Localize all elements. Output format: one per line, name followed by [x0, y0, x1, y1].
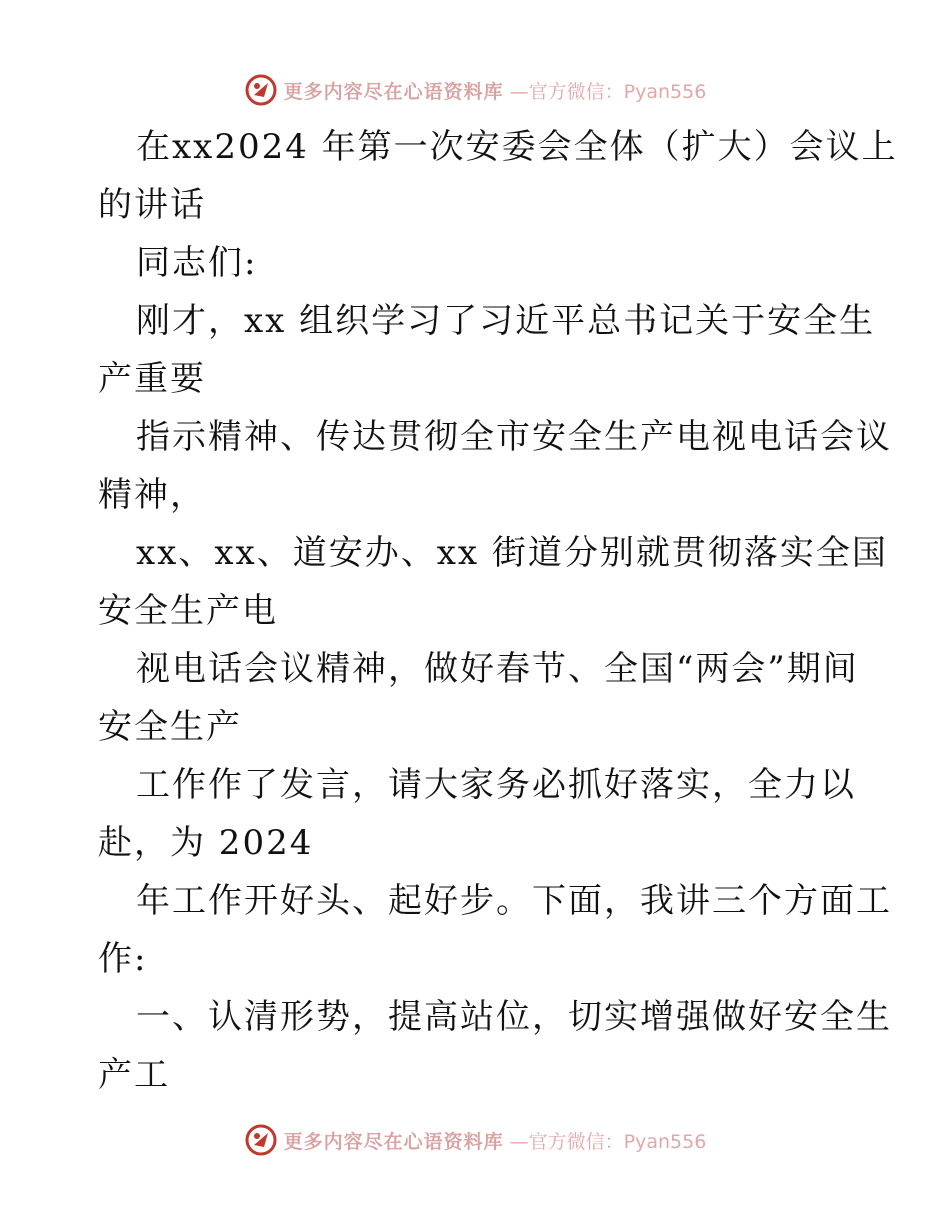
text-line: 的讲话: [98, 185, 206, 225]
text-line: 年工作开好头、起好步。下面，我讲三个方面工: [136, 881, 892, 921]
text-line: 视电话会议精神，做好春节、全国“两会”期间: [136, 649, 859, 689]
text-line: 作:: [98, 939, 148, 979]
text-line: 同志们:: [136, 243, 258, 283]
logo-icon: [244, 1123, 278, 1157]
watermark-main-text: 更多内容尽在心语资料库: [283, 1130, 504, 1153]
text-line: 产工: [98, 1055, 170, 1095]
text-line: 安全生产: [98, 707, 242, 747]
text-line: 工作作了发言，请大家务必抓好落实，全力以: [136, 765, 856, 805]
text-line: 指示精神、传达贯彻全市安全生产电视电话会议: [136, 417, 892, 457]
text-line: 精神，: [98, 475, 206, 515]
watermark-contact-text: —官方微信：Pyan556: [509, 1130, 707, 1153]
text-line: 产重要: [98, 359, 206, 399]
watermark-main-text: 更多内容尽在心语资料库: [283, 80, 504, 103]
text-line: 赴，为 2024: [98, 823, 314, 863]
text-line: 刚才，xx 组织学习了习近平总书记关于安全生: [136, 301, 876, 341]
text-line: 安全生产电: [98, 591, 278, 631]
footer-watermark: [0, 1120, 950, 1160]
watermark-contact-text: —官方微信：Pyan556: [509, 80, 707, 103]
text-line: 一、认清形势，提高站位，切实增强做好安全生: [136, 997, 892, 1037]
header-watermark: [0, 70, 950, 110]
logo-icon: [244, 73, 278, 107]
text-line: 在xx2024 年第一次安委会全体（扩大）会议上: [136, 127, 898, 167]
text-line: xx、xx、道安办、xx 街道分别就贯彻落实全国: [136, 533, 888, 573]
document-body: [98, 118, 898, 1104]
